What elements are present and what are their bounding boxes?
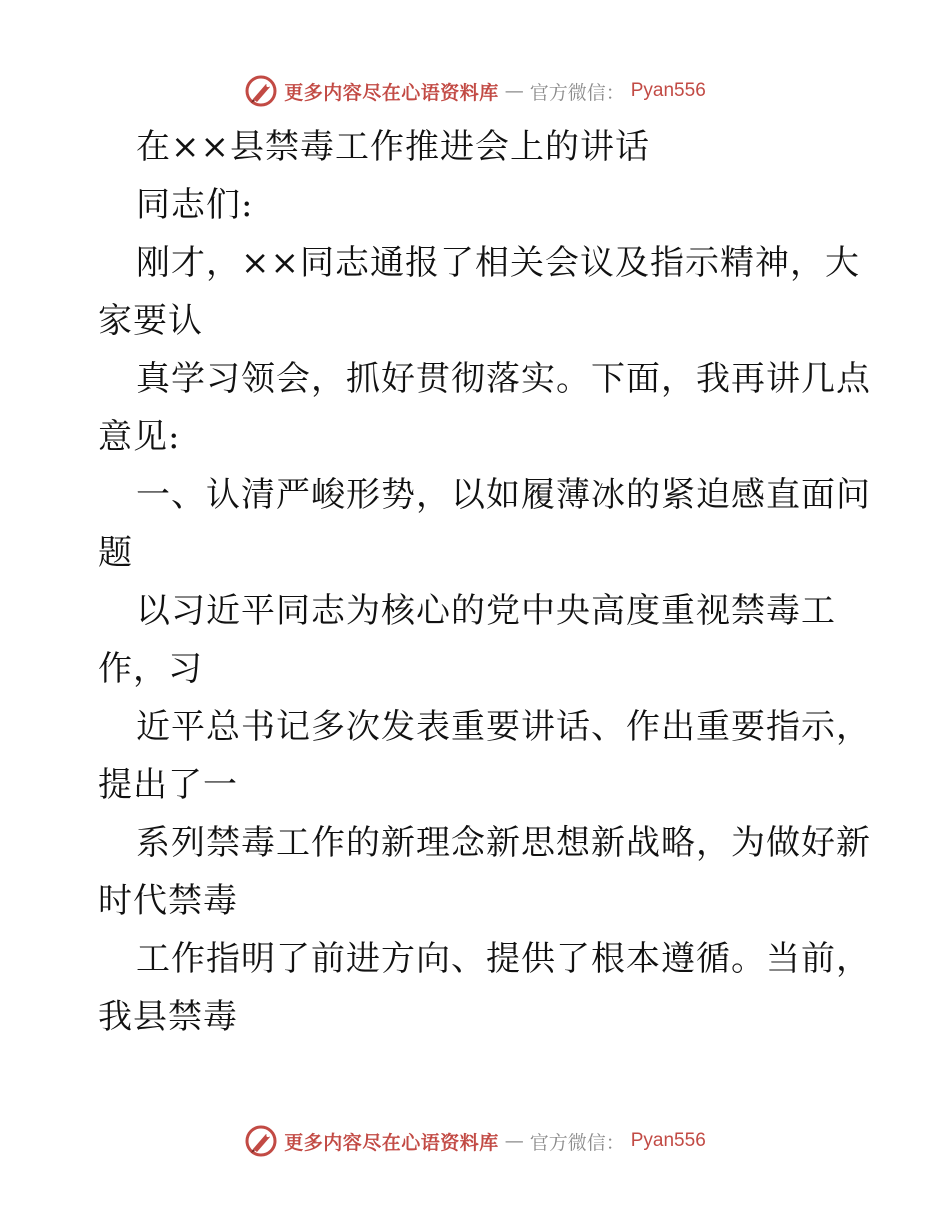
salutation: 同志们: (136, 185, 254, 225)
header-brand: 更多内容尽在心语资料库 (284, 81, 499, 104)
text-line: 刚才，××同志通报了相关会议及指示精神，大 (136, 243, 860, 283)
text-line: 作，习 (98, 649, 203, 689)
text-line: 意见: (98, 417, 181, 457)
text-line: 工作指明了前进方向、提供了根本遵循。当前， (136, 939, 871, 979)
footer-dash: — (504, 1130, 524, 1152)
text-line: 时代禁毒 (98, 881, 238, 921)
footer-brand: 更多内容尽在心语资料库 (284, 1131, 499, 1154)
text-line: 真学习领会，抓好贯彻落实。下面，我再讲几点 (136, 359, 871, 399)
header-watermark (0, 71, 950, 111)
footer-wechat-id: Pyan556 (630, 1130, 706, 1151)
text-line: 以习近平同志为核心的党中央高度重视禁毒工 (136, 591, 836, 631)
text-line: 我县禁毒 (98, 997, 238, 1037)
footer-wechat-label: 官方微信： (529, 1131, 625, 1154)
pen-logo-icon (244, 1124, 278, 1158)
header-dash: — (504, 80, 524, 102)
section-heading: 一、认清严峻形势，以如履薄冰的紧迫感直面问 (136, 475, 871, 515)
footer-watermark (0, 1121, 950, 1161)
header-wechat-label: 官方微信： (529, 81, 625, 104)
text-line: 提出了一 (98, 765, 238, 805)
text-line: 家要认 (98, 301, 203, 341)
text-line: 近平总书记多次发表重要讲话、作出重要指示， (136, 707, 871, 747)
pen-logo-icon (244, 74, 278, 108)
section-heading-continued: 题 (98, 533, 133, 573)
document-title: 在××县禁毒工作推进会上的讲话 (136, 127, 650, 167)
header-wechat-id: Pyan556 (630, 80, 706, 101)
text-line: 系列禁毒工作的新理念新思想新战略，为做好新 (136, 823, 871, 863)
document-body (98, 118, 871, 1046)
